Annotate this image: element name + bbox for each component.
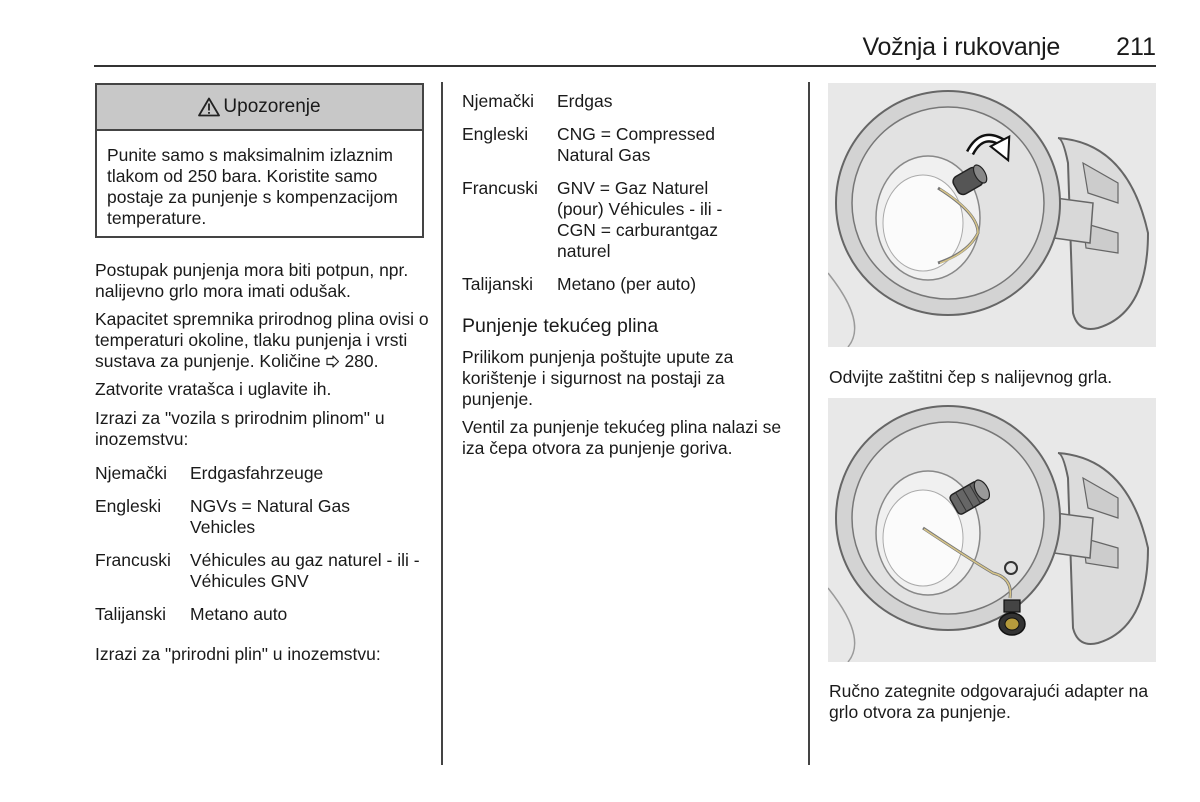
term-language: Njemački [462,91,534,111]
term-row [95,463,430,484]
term-value: Véhicules au gaz naturel - ili - Véhicules GNV [190,550,420,591]
term-language: Njemački [95,463,167,483]
photo-caption: Odvijte zaštitni čep s nalijevnog grla. [829,367,1113,387]
arrow-right-icon [326,355,340,368]
term-row [462,91,797,112]
term-value: CNG = Compressed Natural Gas [557,124,716,165]
term-value: Metano (per auto) [557,274,697,294]
paragraph: Kapacitet spremnika prirodnog plina ovisi o temperaturi okoline, tlaku punjenja i vrsti sustava za punjenje. Količine 280. [95,309,429,371]
photo-caption: Ručno zategnite odgovarajući adapter na grlo otvora za punjenje. [829,681,1149,722]
term-language: Engleski [462,124,529,144]
term-value: Erdgas [557,91,613,111]
warning-header [97,85,422,131]
paragraph: Izrazi za "prirodni plin" u inozemstvu: [95,644,381,664]
page-number: 211 [1116,33,1156,61]
term-value: GNV = Gaz Naturel (pour) Véhicules - ili - CGN = carburantgaz naturel [557,178,723,261]
column-divider [441,82,443,765]
fuel-filler-photo-2 [828,398,1156,662]
subheading: Punjenje tekućeg plina [462,315,659,337]
header-rule [94,65,1156,67]
term-row [95,604,430,625]
terms-table [95,463,430,625]
paragraph: Zatvorite vratašca i uglavite ih. [95,379,332,399]
page-reference[interactable]: 280. [344,351,379,371]
warning-triangle-icon [198,97,220,117]
term-row [462,178,797,262]
term-value: NGVs = Natural Gas Vehicles [190,496,350,537]
fuel-filler-cap-removal-illustration [828,83,1156,347]
term-value: Metano auto [190,604,288,624]
term-language: Francuski [462,178,538,198]
term-row [95,550,430,592]
warning-text: Punite samo s maksimalnim izlaznim tlakom od 250 bara. Koristite samo postaje za punjenje s kompenzacijom temperature. [107,145,398,228]
section-title: Vožnja i rukovanje [862,33,1060,61]
column-1 [95,260,430,665]
paragraph: Izrazi za "vozila s prirodnim plinom" u inozemstvu: [95,408,385,449]
term-language: Francuski [95,550,171,570]
paragraph: Postupak punjenja mora biti potpun, npr. nalijevno grlo mora imati odušak. [95,260,409,301]
term-language: Talijanski [462,274,533,294]
term-row [462,124,797,166]
fuel-filler-photo-1 [828,83,1156,347]
term-value: Erdgasfahrzeuge [190,463,324,483]
term-row [462,274,797,295]
warning-box [95,83,424,238]
paragraph: Prilikom punjenja poštujte upute za korištenje i sigurnost na postaji za punjenje. [462,347,734,409]
warning-title: Upozorenje [223,96,321,117]
terms-table [462,91,797,295]
term-language: Talijanski [95,604,166,624]
column-2 [462,91,797,459]
term-language: Engleski [95,496,162,516]
column-divider [808,82,810,765]
paragraph: Ventil za punjenje tekućeg plina nalazi se iza čepa otvora za punjenje goriva. [462,417,782,458]
adapter-fitting-illustration [828,398,1156,662]
term-row [95,496,430,538]
